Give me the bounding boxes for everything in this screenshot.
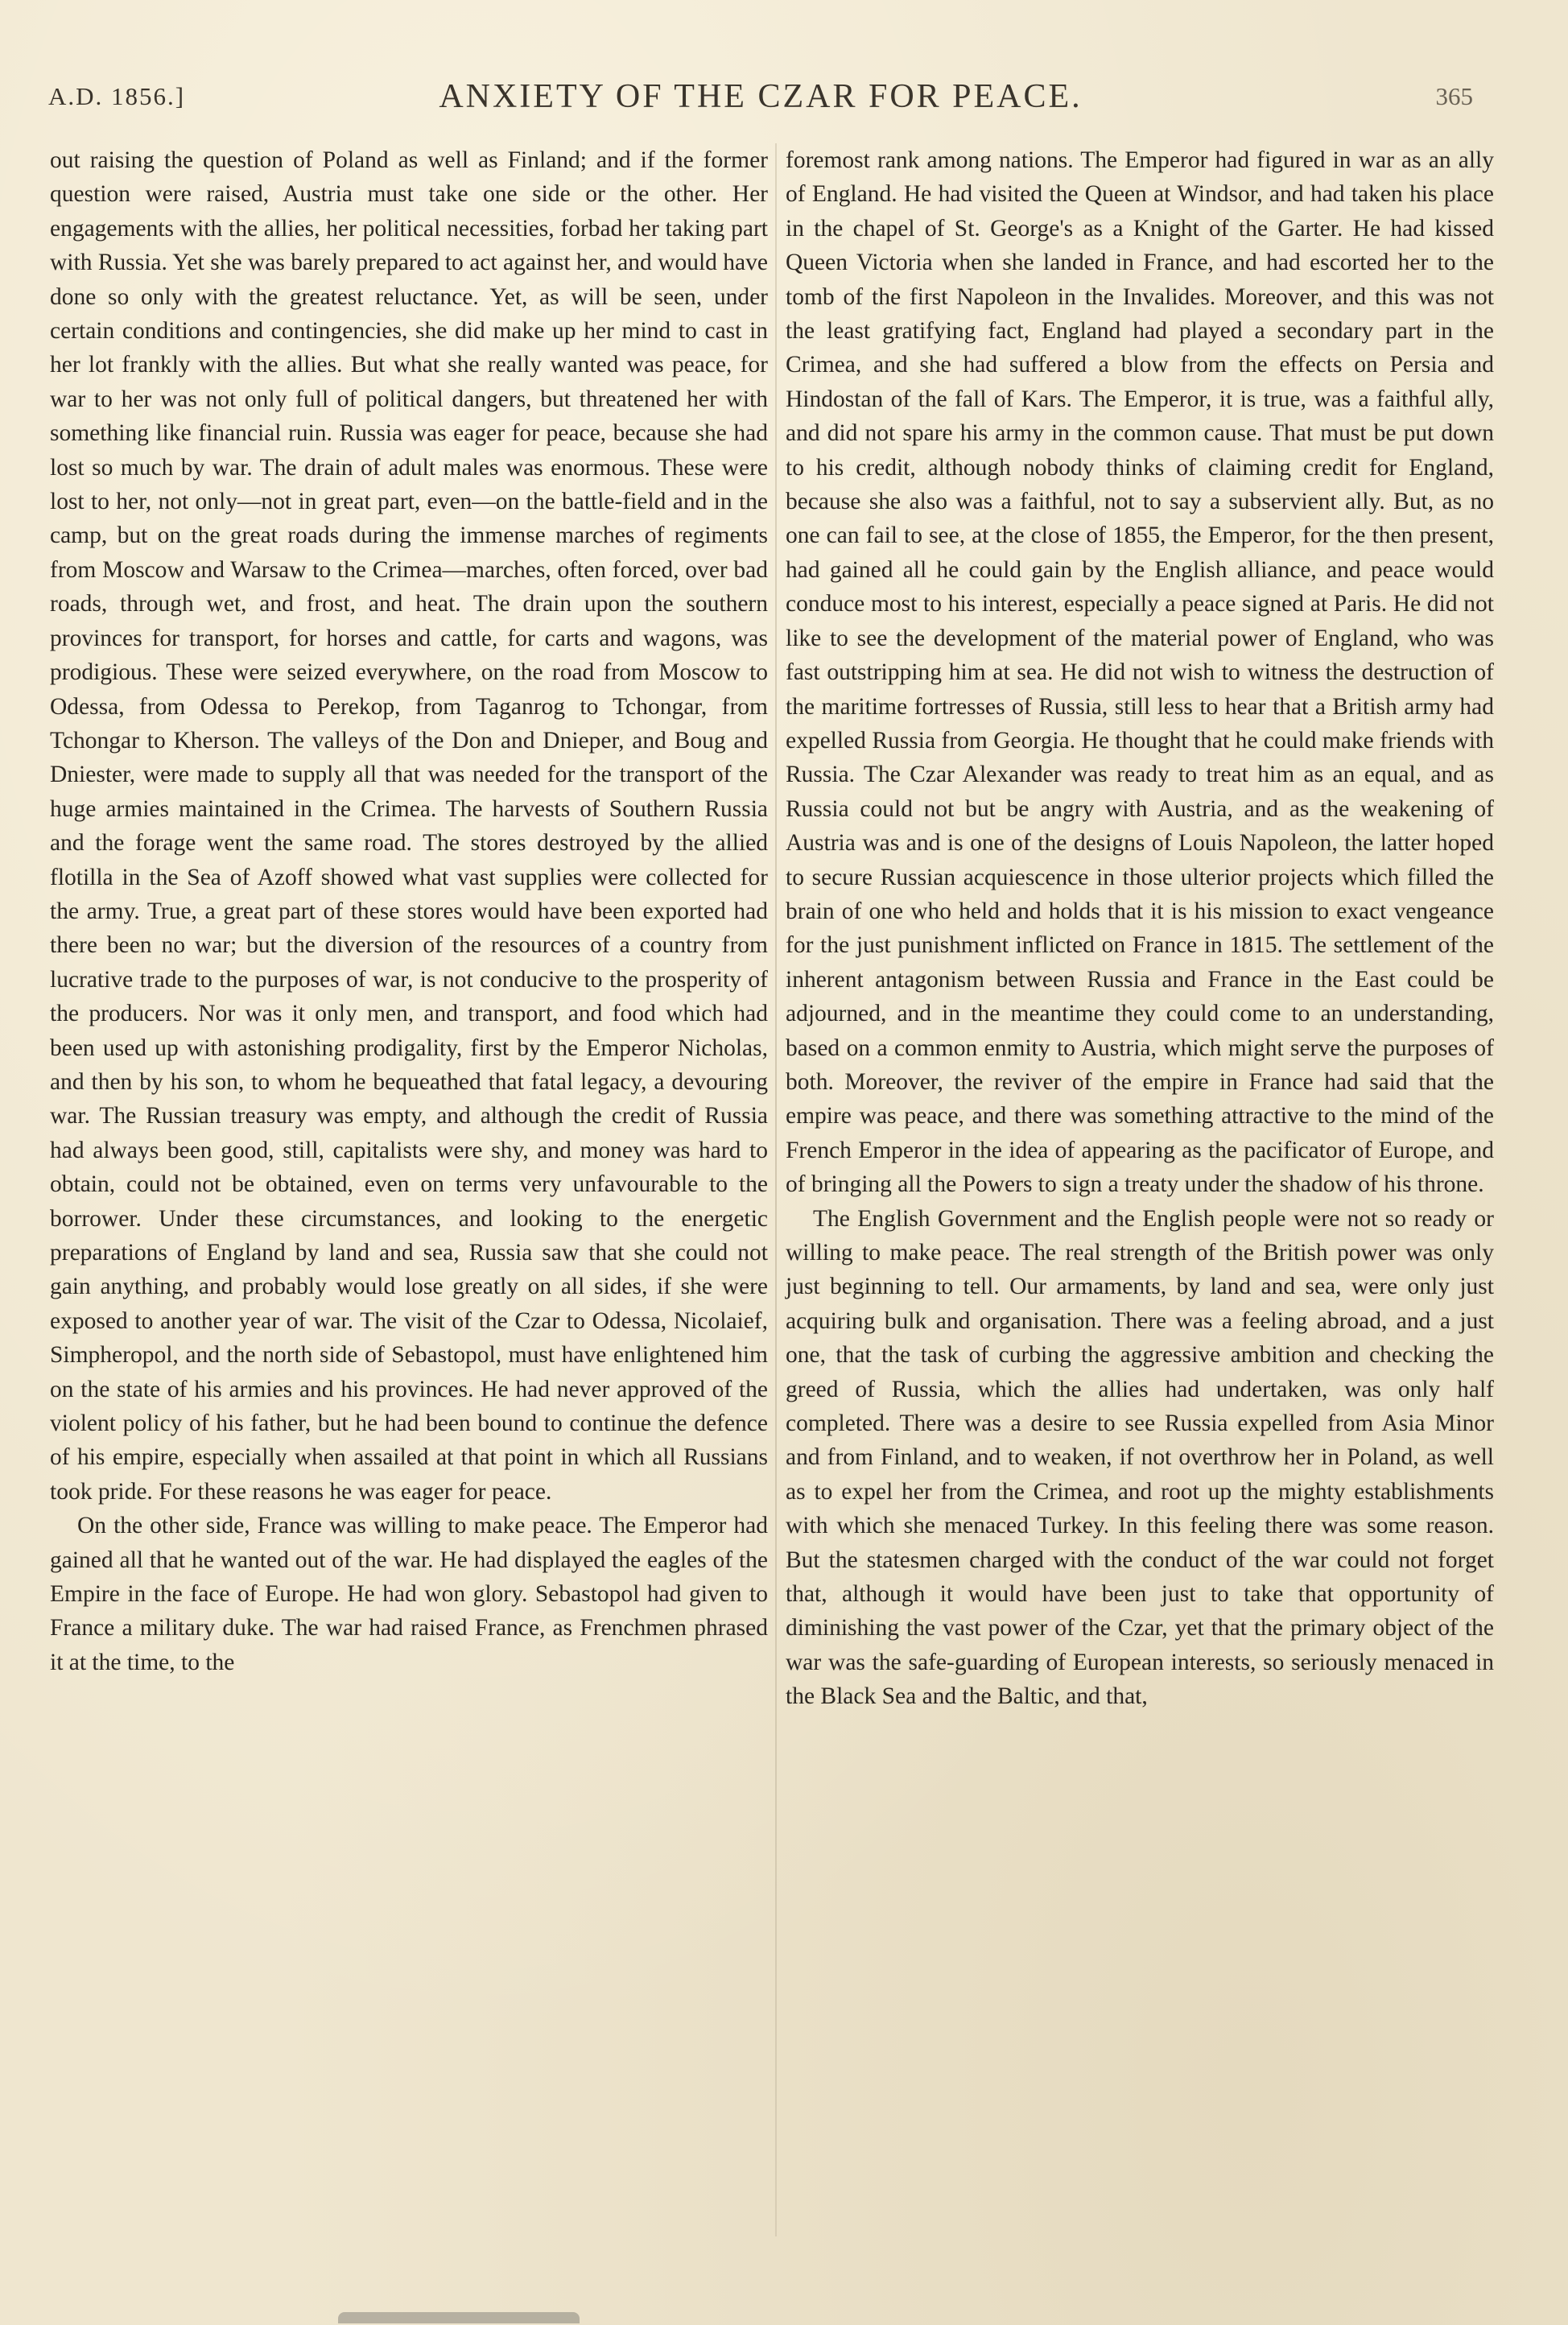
right-paragraph-2: The English Government and the English people were not so ready or willing to make peace. The real strength of the British power was only just beginning to tell. Our armaments, by land and sea, were only just acquiring bulk and organisation. There was a feeling abroad, and a just one, that the task of curbing the aggressive ambition and checking the greed of Russia, which the allies had undertaken, was only half completed. There was a desire to see Russia expelled from Asia Minor and from Finland, and to weaken, if not overthrow her in Poland, as well as to expel her from the Crimea, and root up the mighty establishments with which she menaced Turkey. In this feeling there was some reason. But the statesmen charged with the conduct of the war could not forget that, although it would have been just to take that opportunity of diminishing the vast power of the Czar, yet that the primary object of the war was the safe-guarding of European interests, so seriously menaced in the Black Sea and the Baltic, and that, xyxy=(786,1205,1494,1710)
column-divider xyxy=(775,143,777,2236)
scan-edge-mark xyxy=(338,2312,580,2323)
running-header xyxy=(48,77,1473,126)
left-column xyxy=(50,143,768,1679)
right-paragraph-1: foremost rank among nations. The Emperor had figured in war as an ally of England. He had visited the Queen at Windsor, and had taken his place in the chapel of St. George's as a Knight of the Garter. He had kissed Queen Victoria when she landed in France, and had escorted her to the tomb of the first Napoleon in the Invalides. Moreover, and this was not the least gratifying fact, England had played a secondary part in the Crimea, and she had suffered a blow from the effects on Persia and Hindostan of the fall of Kars. The Emperor, it is true, was a faithful ally, and did not spare his army in the common cause. That must be put down to his credit, although nobody thinks of claiming credit for England, because she also was a faithful, not to say a subservient ally. But, as no one can fail to see, at the close of 1855, the Emperor, for the then present, had gained all he could gain by the English alliance, and peace would conduce most to his interest, especially a peace signed at Paris. He did not like to see the development of the material power of England, who was fast outstripping him at sea. He did not wish to witness the destruction of the maritime fortresses of Russia, still less to hear that a British army had expelled Russia from Georgia. He thought that he could make friends with Russia. The Czar Alexander was ready to treat him as an equal, and as Russia could not but be angry with Austria, and as the weakening of Austria was and is one of the designs of Louis Napoleon, the latter hoped to secure Russian acquiescence in those ulterior projects which filled the brain of one who held and holds that it is his mission to exact vengeance for the just punishment inflicted on France in 1815. The settlement of the inherent antagonism between Russia and France in the East could be adjourned, and in the meantime they could come to an understanding, based on a common enmity to Austria, which might serve the purposes of both. Moreover, the reviver of the empire in France had said that the empire was peace, and there was something attractive to the mind of the French Emperor in the idea of appearing as the pacificator of Europe, and of bringing all the Powers to sign a treaty under the shadow of his throne. xyxy=(786,147,1494,1198)
header-date: A.D. 1856.] xyxy=(48,82,186,110)
left-paragraph-2: On the other side, France was willing to make peace. The Emperor had gained all that he wanted out of the war. He had displayed the eagles of the Empire in the face of Europe. He had won glory. Sebastopol had given to France a military duke. The war had raised France, as Frenchmen phrased it at the time, to the xyxy=(50,1513,768,1675)
left-paragraph-1: out raising the question of Poland as well as Finland; and if the former question were raised, Austria must take one side or the other. Her engagements with the allies, her political necessities, forbad her taking part with Russia. Yet she was barely prepared to act against her, and would have done so only with the greatest reluctance. Yet, as will be seen, under certain conditions and contingencies, she did make up her mind to cast in her lot frankly with the allies. But what she really wanted was peace, for war to her was not only full of political dangers, but threatened her with something like financial ruin. Russia was eager for peace, because she had lost so much by war. The drain of adult males was enormous. These were lost to her, not only—not in great part, even—on the battle-field and in the camp, but on the great roads during the immense marches of regiments from Moscow and Warsaw to the Crimea—marches, often forced, over bad roads, through wet, and frost, and heat. The drain upon the southern provinces for transport, for horses and cattle, for carts and wagons, was prodigious. These were seized everywhere, on the road from Moscow to Odessa, from Odessa to Perekop, from Taganrog to Tchongar, from Tchongar to Kherson. The valleys of the Don and Dnieper, and Boug and Dniester, were made to supply all that was needed for the transport of the huge armies maintained in the Crimea. The harvests of Southern Russia and the forage went the same road. The stores destroyed by the allied flotilla in the Sea of Azoff showed what vast supplies were collected for the army. True, a great part of these stores would have been exported had there been no war; but the diversion of the resources of a country from lucrative trade to the purposes of war, is not conducive to the prosperity of the producers. Nor was it only men, and transport, and food which had been used up with astonishing prodigality, first by the Emperor Nicholas, and then by his son, to whom he bequeathed that fatal legacy, a devouring war. The Russian treasury was empty, and although the credit of Russia had always been good, still, capitalists were shy, and money was hard to obtain, could not be obtained, even on terms very unfavourable to the borrower. Under these circumstances, and looking to the energetic preparations of England by land and sea, Russia saw that she could not gain anything, and probably would lose greatly on all sides, if she were exposed to another year of war. The visit of the Czar to Odessa, Nicolaief, Simpheropol, and the north side of Sebastopol, must have enlightened him on the state of his armies and his provinces. He had never approved of the violent policy of his father, but he had been bound to continue the defence of his empire, especially when assailed at that point in which all Russians took pride. For these reasons he was eager for peace. xyxy=(50,147,768,1505)
page-number: 365 xyxy=(1435,82,1473,110)
page-title: ANXIETY OF THE CZAR FOR PEACE. xyxy=(439,78,1083,115)
right-column xyxy=(786,143,1494,1714)
